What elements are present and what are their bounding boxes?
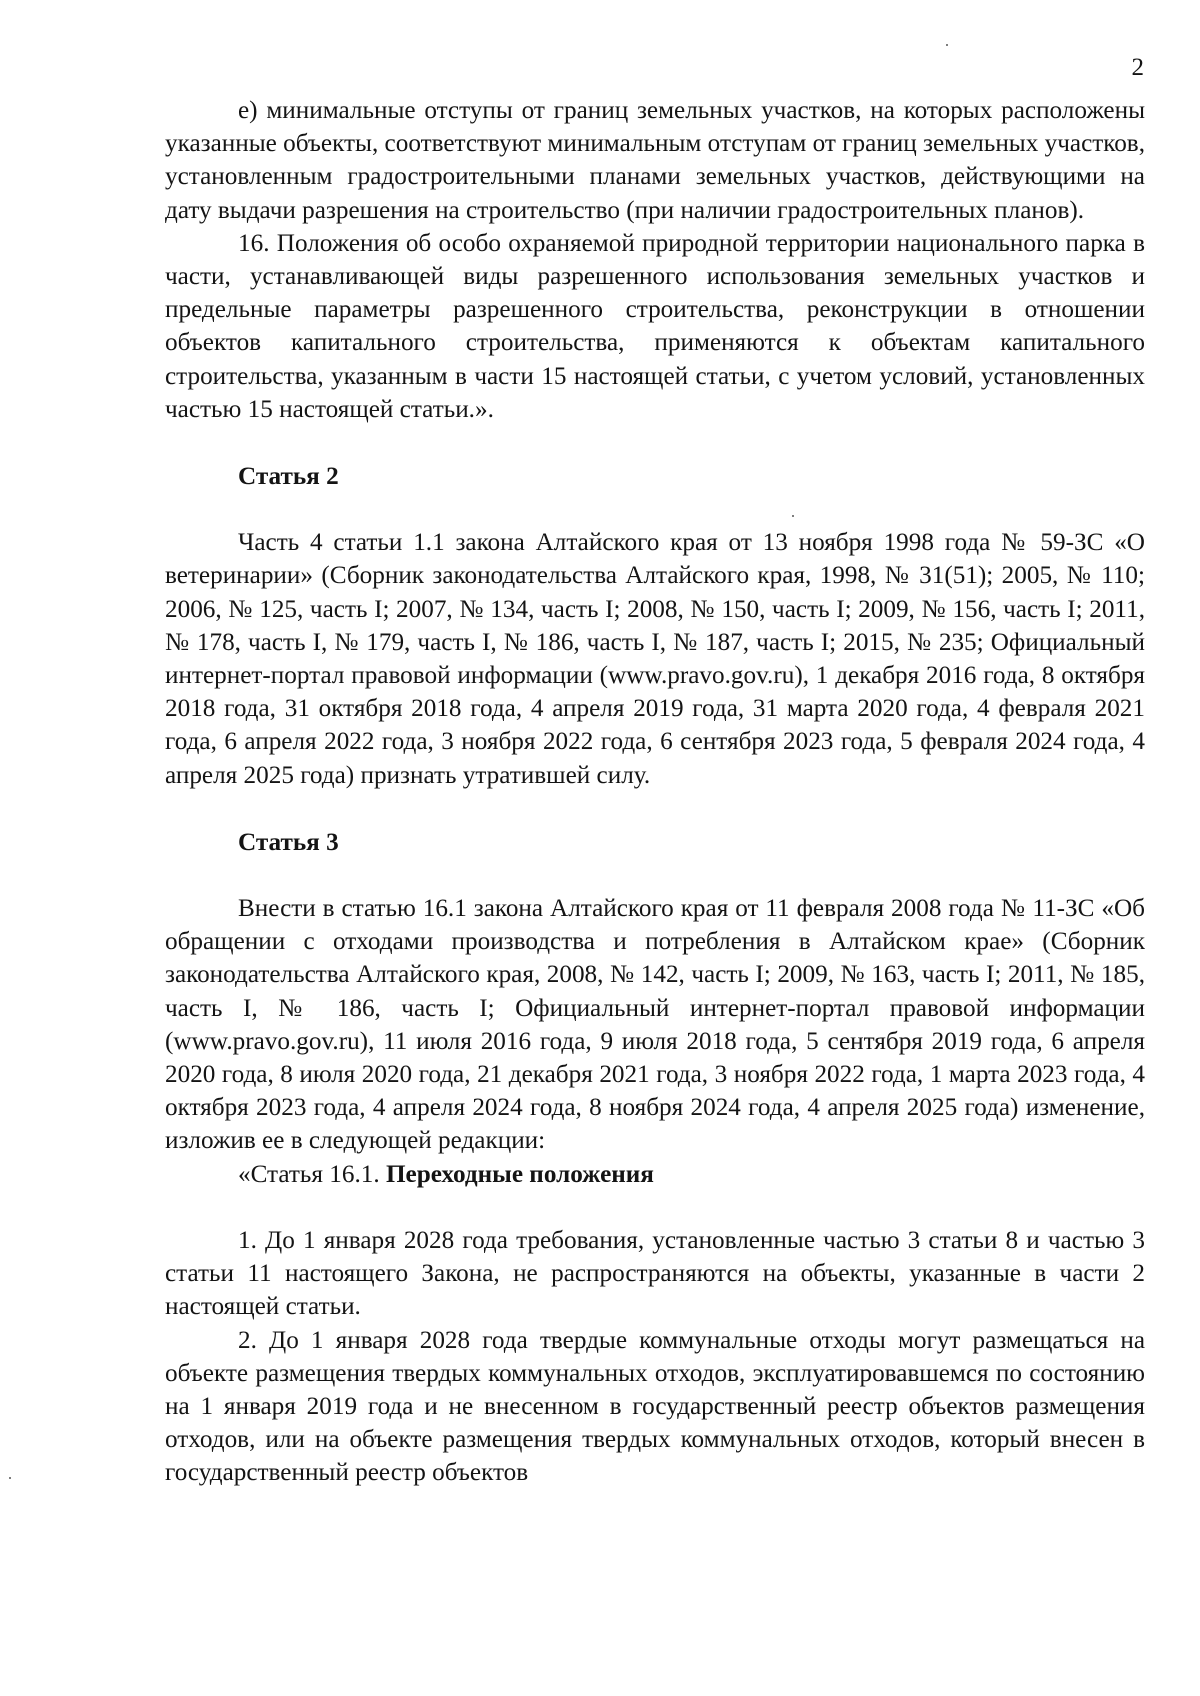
scan-speck [946, 44, 948, 46]
spacer [165, 426, 1145, 460]
article-3-text: Внести в статью 16.1 закона Алтайского края от 11 февраля 2008 года № 11-ЗС «Об обращении с отходами производства и потребления в Алтайском крае» (Сборник законодательства Алтайского края, 2008, № 142, часть I; 2009, № 163, часть I; 2011, № 185, часть I, № 186, часть I; Официальный интернет-портал правовой информации (www.pravo.gov.ru), 11 июля 2016 года, 9 июля 2018 года, 5 сентября 2019 года, 6 апреля 2020 года, 8 июля 2020 года, 21 декабря 2021 года, 3 ноября 2022 года, 1 марта 2023 года, 4 октября 2023 года, 4 апреля 2024 года, 8 ноября 2024 года, 4 апреля 2025 года) изменение, изложив ее в следующей редакции: [165, 895, 1145, 1155]
paragraph-item-e: е) минимальные отступы от границ земельных участков, на которых расположены указанные объекты, соответствуют минимальным отступам от границ земельных участков, установленным градостроительными планами земельных участков, действующими на дату выдачи разрешения на строительство (при наличии градостроительных планов). [165, 97, 1145, 224]
scan-speck [9, 1477, 11, 1479]
spacer [165, 859, 1145, 892]
document-body [165, 94, 1145, 1490]
article-2-text: Часть 4 статьи 1.1 закона Алтайского края от 13 ноября 1998 года № 59-ЗС «О ветеринарии» (Сборник законодательства Алтайского края, 1998, № 31(51); 2005, № 110; 2006, № 125, часть I; 2007, № 134, часть I; 2008, № 150, часть I; 2009, № 156, часть I; 2011, № 178, часть I, № 179, часть I, № 186, часть I, № 187, часть I; 2015, № 235; Официальный интернет-портал правовой информации (www.pravo.gov.ru), 1 декабря 2016 года, 8 октября 2018 года, 31 октября 2018 года, 4 апреля 2019 года, 31 марта 2020 года, 4 февраля 2021 года, 6 апреля 2022 года, 3 ноября 2022 года, 6 сентября 2023 года, 5 февраля 2024 года, 4 апреля 2025 года) признать утратившей силу. [165, 529, 1145, 789]
spacer [165, 493, 1145, 526]
article-16-1-part-1: 1. До 1 января 2028 года требования, установленные частью 3 статьи 8 и частью 3 статьи 11 настоящего Закона, не распространяются на объекты, указанные в части 2 настоящей статьи. [165, 1226, 1145, 1321]
paragraph-part-16: 16. Положения об особо охраняемой природной территории национального парка в части, устанавливающей виды разрешенного использования земельных участков и предельные параметры разрешенного строительства, реконструкции в отношении объектов капитального строительства, применяются к объектам капитального строительства, указанным в части 15 настоящей статьи, с учетом условий, установленных частью 15 настоящей статьи.». [165, 229, 1145, 423]
spacer [165, 1191, 1145, 1224]
spacer [165, 792, 1145, 826]
article-16-1-heading [165, 1158, 1145, 1191]
scan-speck [792, 515, 794, 517]
article-3-heading: Статья 3 [238, 828, 339, 856]
article-16-1-prefix: «Статья 16.1. [238, 1160, 386, 1188]
page-number: 2 [1131, 54, 1144, 81]
article-16-1-title: Переходные положения [385, 1160, 654, 1188]
article-2-heading: Статья 2 [238, 463, 339, 491]
article-16-1-part-2: 2. До 1 января 2028 года твердые коммунальные отходы могут размещаться на объекте размещения твердых коммунальных отходов, эксплуатировавшемся по состоянию на 1 января 2019 года и не внесенном в государственный реестр объектов размещения отходов, или на объекте размещения твердых коммунальных отходов, который внесен в государственный реестр объектов [165, 1326, 1145, 1487]
